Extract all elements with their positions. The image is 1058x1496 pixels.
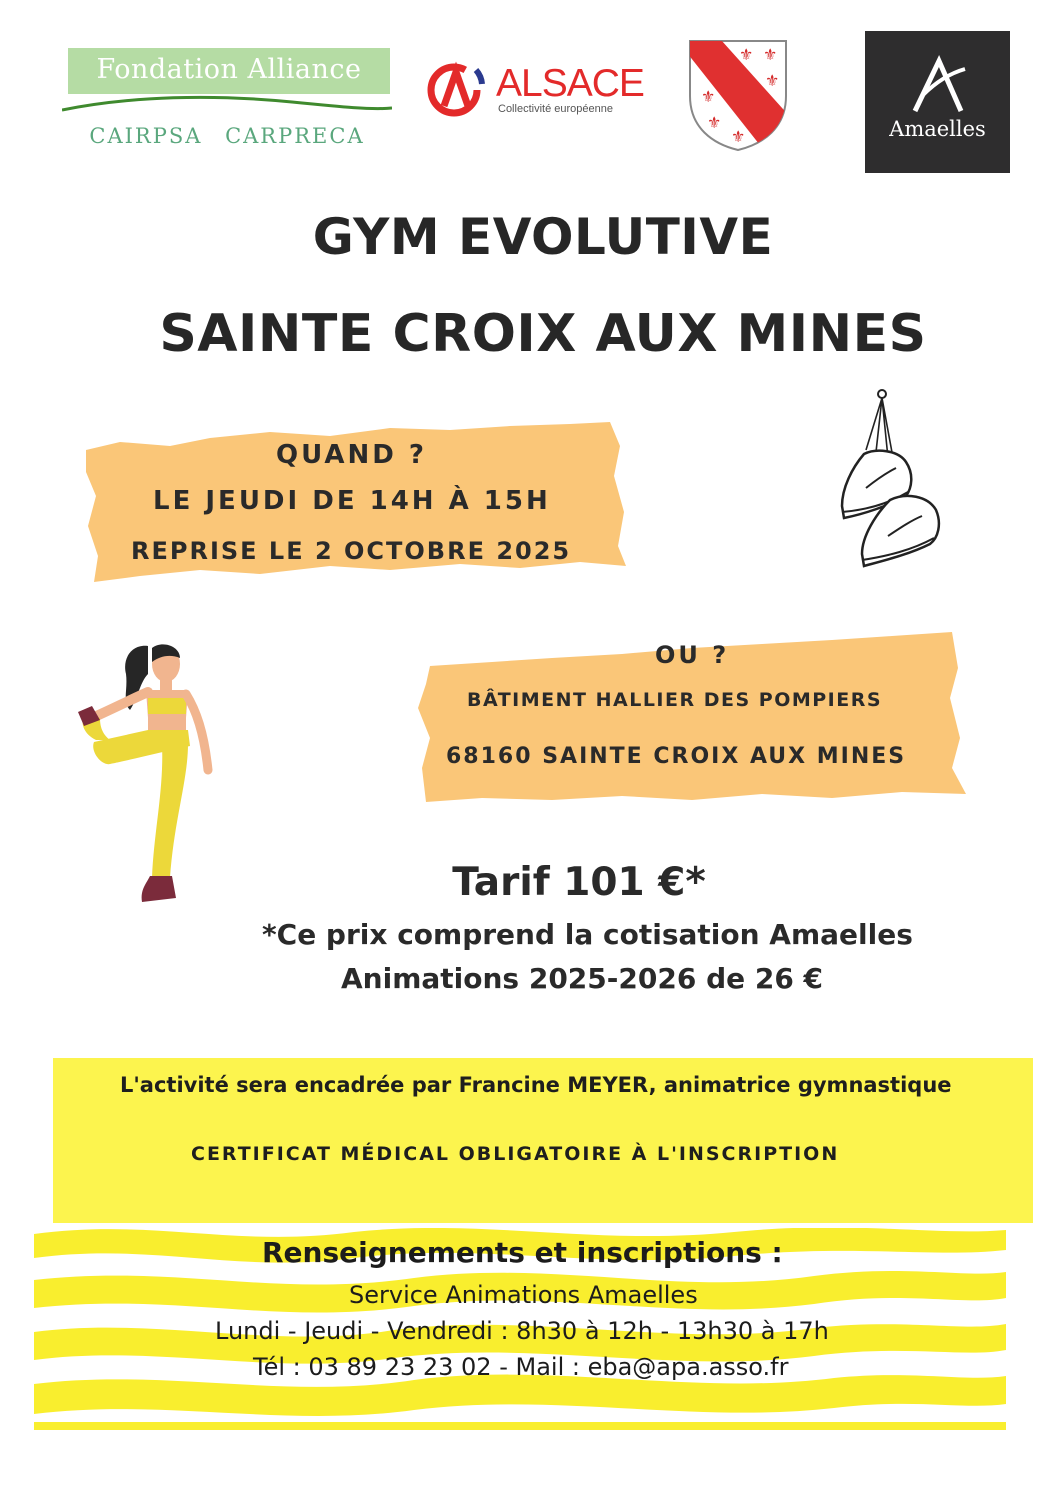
alsace-logo-word: ALSACE	[496, 62, 644, 105]
ou-address: 68160 SAINTE CROIX AUX MINES	[446, 744, 907, 769]
fondation-swoosh-graphic	[62, 88, 392, 128]
amaelles-logo-word: Amaelles	[889, 117, 986, 141]
svg-text:⚜: ⚜	[765, 71, 780, 90]
alsace-logo-subtitle: Collectivité européenne	[498, 103, 613, 115]
amaelles-a-mark-icon	[909, 55, 967, 115]
contact-service: Service Animations Amaelles	[349, 1281, 698, 1309]
quand-reprise: REPRISE LE 2 OCTOBRE 2025	[131, 537, 572, 565]
svg-text:⚜: ⚜	[731, 127, 746, 146]
tarif-note-line2: Animations 2025-2026 de 26 €	[341, 962, 824, 995]
quand-heading: QUAND ?	[276, 440, 428, 470]
coat-of-arms-shield-icon	[685, 36, 791, 154]
alsace-ca-mark-icon	[424, 60, 490, 120]
quand-schedule: LE JEUDI DE 14H À 15H	[153, 486, 551, 516]
amaelles-logo	[865, 31, 1010, 173]
title-location: SAINTE CROIX AUX MINES	[159, 304, 927, 364]
svg-text:⚜: ⚜	[763, 45, 778, 64]
svg-text:⚜: ⚜	[739, 45, 754, 64]
medical-certificate-notice: CERTIFICAT MÉDICAL OBLIGATOIRE À L'INSCRIPTION	[191, 1143, 840, 1165]
ou-building: BÂTIMENT HALLIER DES POMPIERS	[467, 689, 883, 711]
svg-text:⚜: ⚜	[701, 87, 716, 106]
tarif-note-line1: *Ce prix comprend la cotisation Amaelles	[262, 918, 913, 951]
svg-text:⚜: ⚜	[707, 113, 722, 132]
contact-hours: Lundi - Jeudi - Vendredi : 8h30 à 12h - 13h30 à 17h	[215, 1317, 829, 1345]
coach-info: L'activité sera encadrée par Francine MEYER, animatrice gymnastique	[120, 1073, 952, 1097]
fondation-logo-subtitle: CAIRPSA CARPRECA	[89, 124, 365, 148]
hanging-sneakers-icon	[836, 388, 942, 572]
contact-heading: Renseignements et inscriptions :	[262, 1236, 783, 1269]
alsace-logo	[424, 60, 644, 130]
ou-heading: OU ?	[655, 641, 730, 669]
tarif-price: Tarif 101 €*	[452, 860, 706, 905]
fondation-alliance-logo	[62, 48, 392, 158]
title-gym-evolutive: GYM EVOLUTIVE	[312, 208, 774, 266]
fondation-logo-title: Fondation Alliance	[96, 54, 362, 85]
contact-phone-mail: Tél : 03 89 23 23 02 - Mail : eba@apa.asso.fr	[253, 1353, 789, 1381]
